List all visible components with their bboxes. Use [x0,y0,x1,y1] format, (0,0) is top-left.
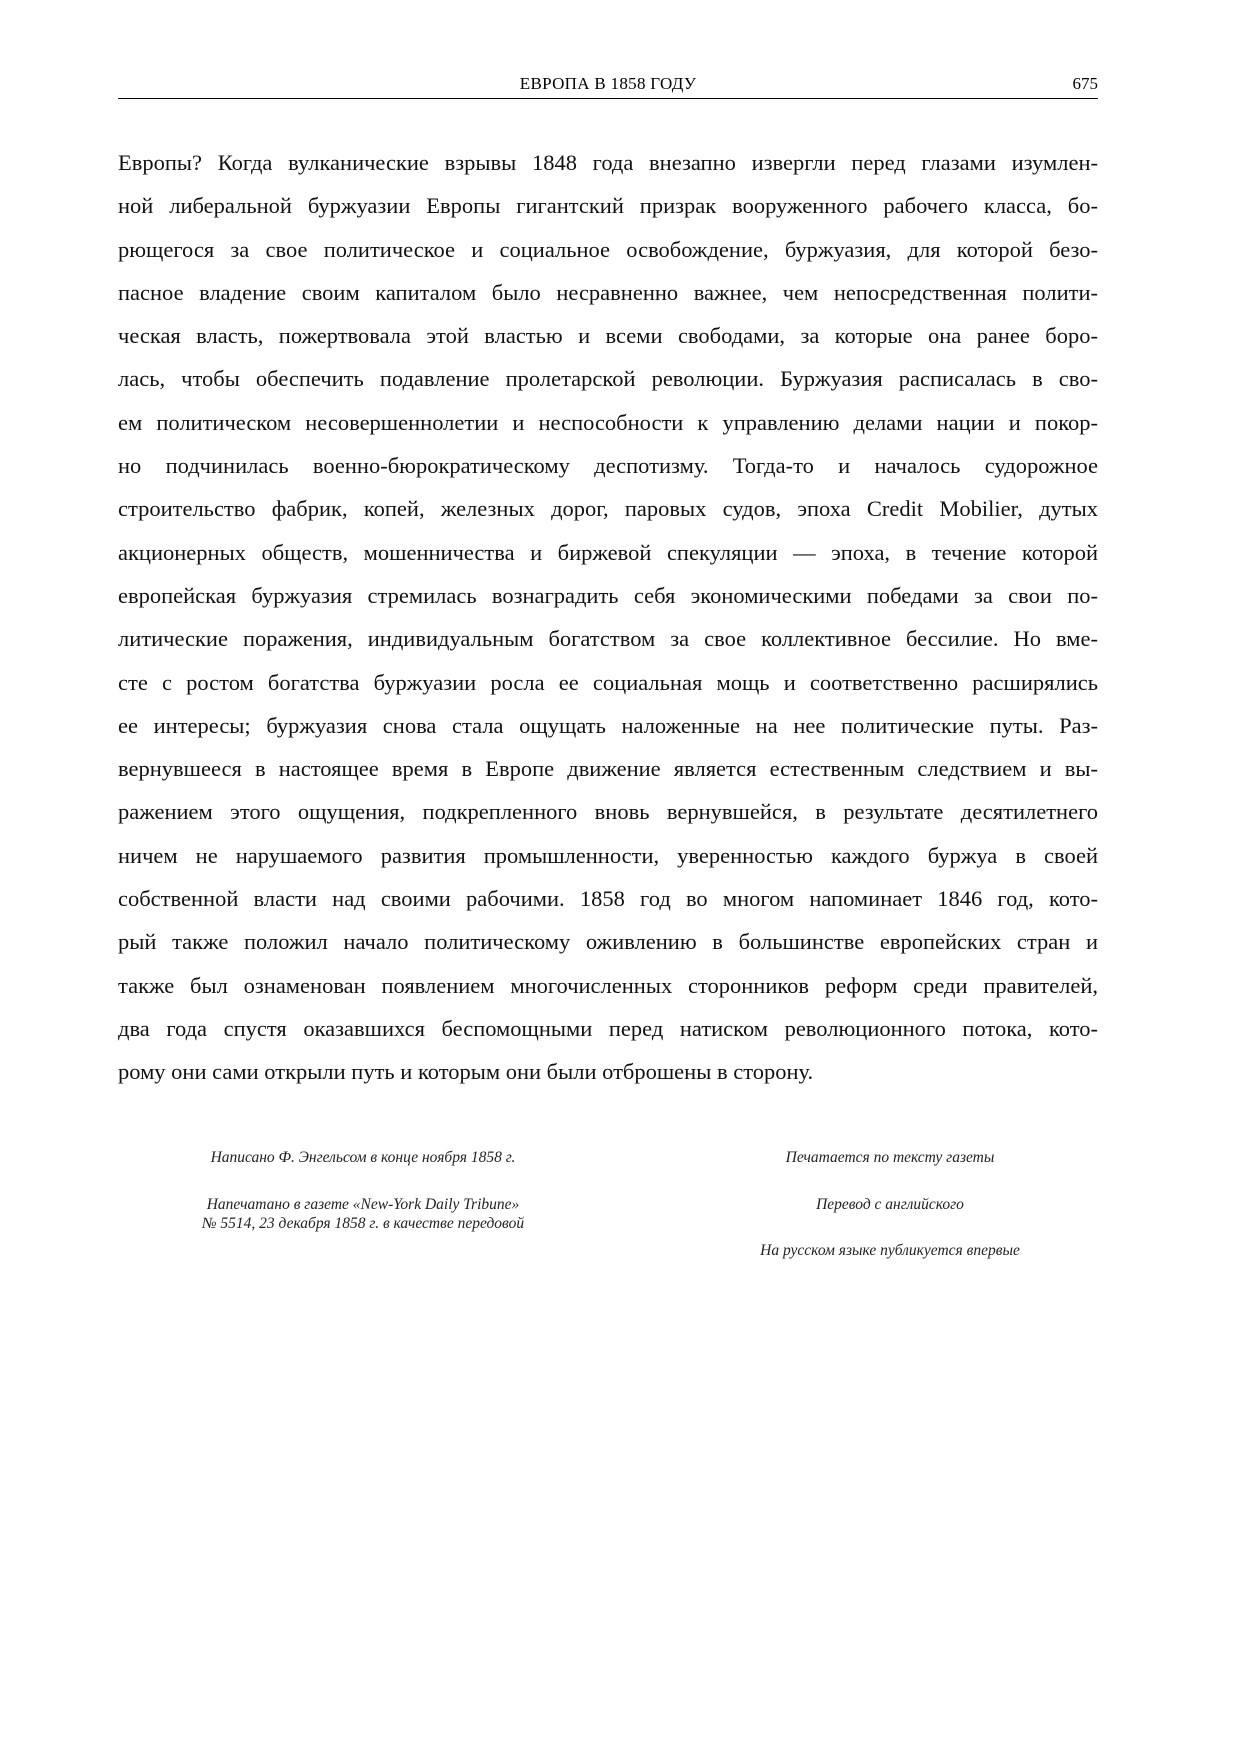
text-line: также был ознаменован появлением многочисленных сторонников реформ среди правителей, [118,972,1098,998]
text-line: вернувшееся в настоящее время в Европе движение является естественным следствием и вы- [118,756,1098,782]
text-line: сте с ростом богатства буржуазии росла ее социальная мощь и соответственно расширялись [118,669,1098,695]
text-line: строительство фабрик, копей, железных дорог, паровых судов, эпоха Credit Mobilier, дутых [118,496,1098,522]
text-line: ничем не нарушаемого развития промышленности, уверенностью каждого буржуа в своей [118,842,1098,868]
printed-note [118,1195,608,1234]
written-note: Написано Ф. Энгельсом в конце ноября 1858 г. [210,1149,516,1166]
text-line: ее интересы; буржуазия снова стала ощущать наложенные на нее политические путы. Раз- [118,712,1098,738]
text-line: европейская буржуазия стремилась вознаградить себя экономическими победами за свои по- [118,582,1098,608]
text-line: литические поражения, индивидуальным богатством за свое коллективное бессилие. Но вме- [118,626,1098,652]
running-title: ЕВРОПА В 1858 ГОДУ [519,74,697,93]
text-line: пасное владение своим капиталом было несравненно важнее, чем непосредственная полити- [118,279,1098,305]
colophon-left [118,1148,608,1261]
text-line: собственной власти над своими рабочими. 1858 год во многом напоминает 1846 год, кото- [118,886,1098,912]
text-line-last: рому они сами открыли путь и которым они были отброшены в сторону. [118,1059,814,1085]
page-number: 675 [1072,74,1098,93]
text-line: ем политическом несовершеннолетии и неспособности к управлению делами нации и покор- [118,409,1098,435]
text-line: два года спустя оказавшихся беспомощными перед натиском революционного потока, кото- [118,1015,1098,1041]
first-publication-note: На русском языке публикуется впервые [760,1242,1020,1259]
text-line: акционерных обществ, мошенничества и биржевой спекуляции — эпоха, в течение которой [118,539,1098,565]
text-line: рющегося за свое политическое и социальное освобождение, буржуазия, для которой безо- [118,236,1098,262]
text-line: ражением этого ощущения, подкрепленного вновь вернувшейся, в результате десятилетнего [118,799,1098,825]
translation-note: Перевод с английского [816,1195,964,1213]
source-note: Печатается по тексту газеты [785,1149,995,1166]
body-paragraph [118,141,1098,1094]
text-line: рый также положил начало политическому оживлению в большинстве европейских стран и [118,929,1098,955]
text-line: но подчинилась военно-бюрократическому деспотизму. Тогда-то и началось судорожное [118,453,1098,479]
text-line: ной либеральной буржуазии Европы гигантский призрак вооруженного рабочего класса, бо- [118,193,1098,219]
text-line: Европы? Когда вулканические взрывы 1848 года внезапно извергли перед глазами изумлен- [118,150,1098,175]
colophon-right [655,1148,1125,1288]
printed-note-line2: № 5514, 23 декабря 1858 г. в качестве передовой [201,1215,525,1232]
running-header [118,72,1098,99]
printed-note-line1: Напечатано в газете «New-York Daily Tribune» [206,1195,520,1213]
text-line: ческая власть, пожертвовала этой властью и всеми свободами, за которые она ранее боро- [118,323,1098,349]
text-line: лась, чтобы обеспечить подавление пролетарской революции. Буржуазия расписалась в сво- [118,366,1098,392]
